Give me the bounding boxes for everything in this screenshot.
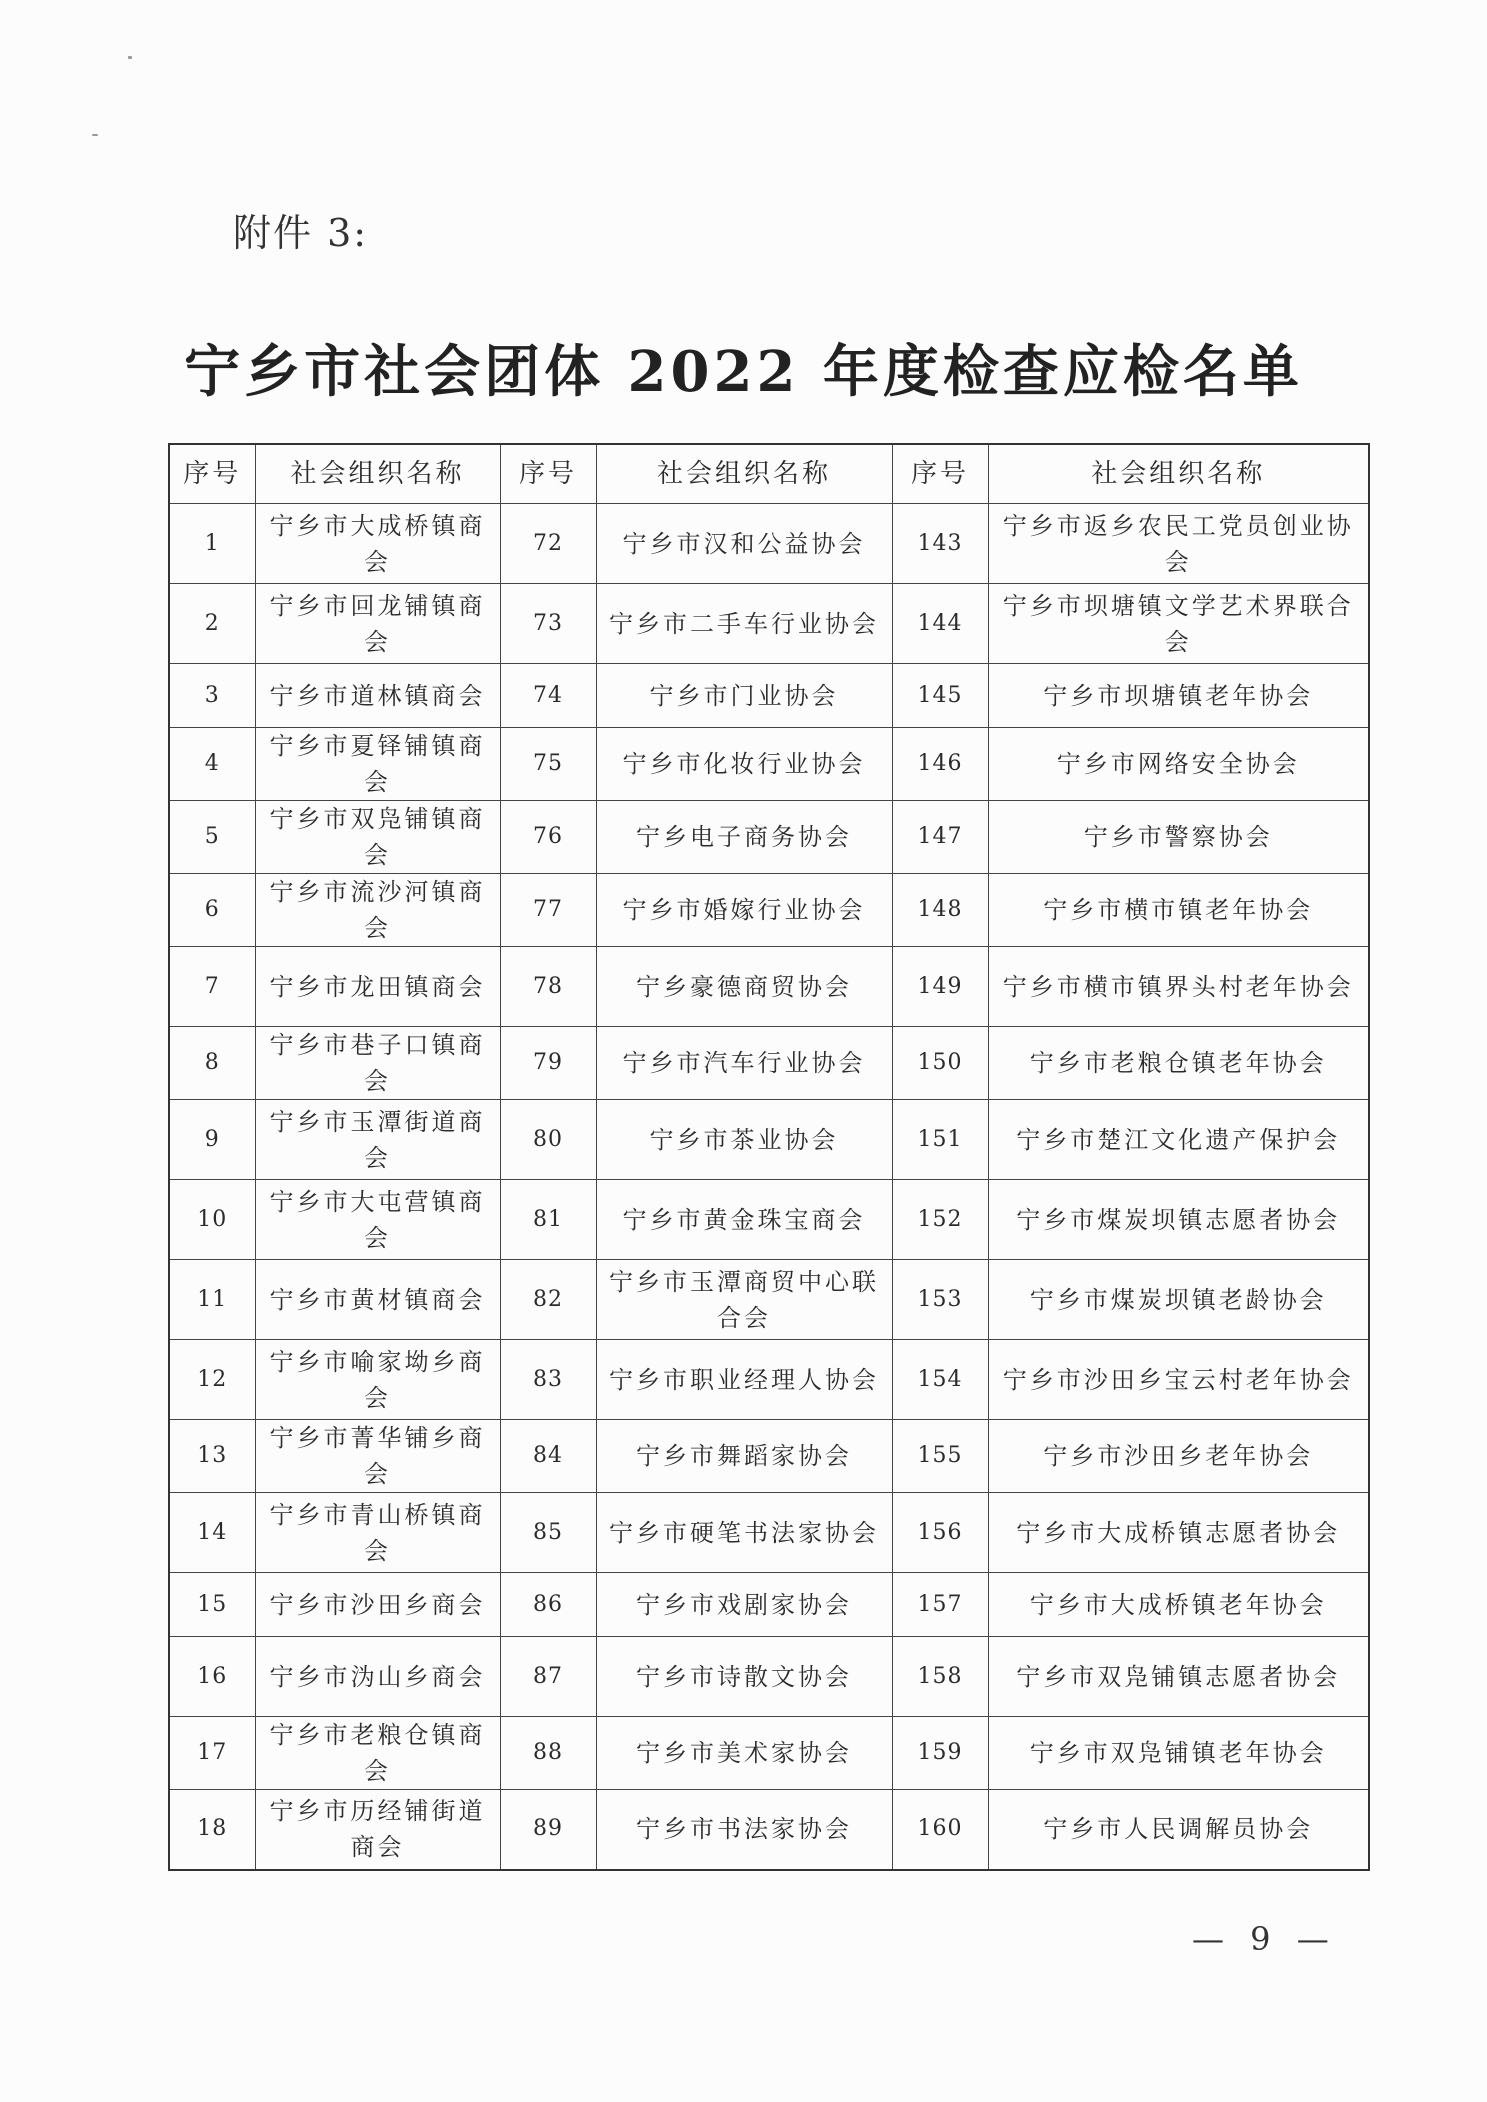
seq-cell: 143	[892, 504, 988, 584]
table-row	[169, 1717, 1369, 1790]
seq-cell: 144	[892, 584, 988, 664]
col-header-name-1: 社会组织名称	[255, 444, 500, 504]
seq-cell: 6	[169, 874, 255, 947]
col-header-name-2: 社会组织名称	[596, 444, 892, 504]
seq-cell: 148	[892, 874, 988, 947]
org-name-cell: 宁乡市书法家协会	[596, 1790, 892, 1870]
seq-cell: 152	[892, 1180, 988, 1260]
seq-cell: 77	[500, 874, 596, 947]
seq-cell: 159	[892, 1717, 988, 1790]
org-name-cell: 宁乡市硬笔书法家协会	[596, 1493, 892, 1573]
org-name-cell: 宁乡市职业经理人协会	[596, 1340, 892, 1420]
org-name-cell: 宁乡市沙田乡老年协会	[988, 1420, 1369, 1493]
org-name-cell: 宁乡市青山桥镇商会	[255, 1493, 500, 1573]
seq-cell: 14	[169, 1493, 255, 1573]
org-name-cell: 宁乡市大成桥镇商会	[255, 504, 500, 584]
seq-cell: 151	[892, 1100, 988, 1180]
seq-cell: 17	[169, 1717, 255, 1790]
org-name-cell: 宁乡市巷子口镇商会	[255, 1027, 500, 1100]
seq-cell: 155	[892, 1420, 988, 1493]
seq-cell: 75	[500, 728, 596, 801]
table-row	[169, 1637, 1369, 1717]
org-name-cell: 宁乡豪德商贸协会	[596, 947, 892, 1027]
seq-cell: 87	[500, 1637, 596, 1717]
org-name-cell: 宁乡市沩山乡商会	[255, 1637, 500, 1717]
org-name-cell: 宁乡市大屯营镇商会	[255, 1180, 500, 1260]
table-row	[169, 504, 1369, 584]
org-name-cell: 宁乡市龙田镇商会	[255, 947, 500, 1027]
scan-speck	[92, 134, 98, 136]
org-name-cell: 宁乡市舞蹈家协会	[596, 1420, 892, 1493]
seq-cell: 146	[892, 728, 988, 801]
org-name-cell: 宁乡市茶业协会	[596, 1100, 892, 1180]
org-name-cell: 宁乡市横市镇老年协会	[988, 874, 1369, 947]
table-row	[169, 584, 1369, 664]
org-name-cell: 宁乡市流沙河镇商会	[255, 874, 500, 947]
org-name-cell: 宁乡市回龙铺镇商会	[255, 584, 500, 664]
scan-speck	[128, 56, 132, 59]
table-row	[169, 1493, 1369, 1573]
org-name-cell: 宁乡电子商务协会	[596, 801, 892, 874]
seq-cell: 8	[169, 1027, 255, 1100]
table-row	[169, 1027, 1369, 1100]
org-name-cell: 宁乡市沙田乡宝云村老年协会	[988, 1340, 1369, 1420]
seq-cell: 82	[500, 1260, 596, 1340]
attachment-label: 附件 3:	[233, 211, 369, 255]
org-name-cell: 宁乡市老粮仓镇老年协会	[988, 1027, 1369, 1100]
org-name-cell: 宁乡市煤炭坝镇老龄协会	[988, 1260, 1369, 1340]
seq-cell: 3	[169, 664, 255, 728]
org-name-cell: 宁乡市戏剧家协会	[596, 1573, 892, 1637]
table-row	[169, 874, 1369, 947]
org-name-cell: 宁乡市二手车行业协会	[596, 584, 892, 664]
seq-cell: 89	[500, 1790, 596, 1870]
org-name-cell: 宁乡市婚嫁行业协会	[596, 874, 892, 947]
seq-cell: 10	[169, 1180, 255, 1260]
seq-cell: 150	[892, 1027, 988, 1100]
org-name-cell: 宁乡市返乡农民工党员创业协会	[988, 504, 1369, 584]
seq-cell: 145	[892, 664, 988, 728]
seq-cell: 83	[500, 1340, 596, 1420]
table-row	[169, 664, 1369, 728]
col-header-name-3: 社会组织名称	[988, 444, 1369, 504]
seq-cell: 11	[169, 1260, 255, 1340]
seq-cell: 160	[892, 1790, 988, 1870]
org-name-cell: 宁乡市警察协会	[988, 801, 1369, 874]
org-name-cell: 宁乡市坝塘镇文学艺术界联合会	[988, 584, 1369, 664]
seq-cell: 15	[169, 1573, 255, 1637]
table-row	[169, 1573, 1369, 1637]
org-name-cell: 宁乡市坝塘镇老年协会	[988, 664, 1369, 728]
table-header-row	[169, 444, 1369, 504]
org-name-cell: 宁乡市楚江文化遗产保护会	[988, 1100, 1369, 1180]
org-name-cell: 宁乡市大成桥镇志愿者协会	[988, 1493, 1369, 1573]
seq-cell: 76	[500, 801, 596, 874]
seq-cell: 85	[500, 1493, 596, 1573]
table-row	[169, 1420, 1369, 1493]
seq-cell: 1	[169, 504, 255, 584]
seq-cell: 72	[500, 504, 596, 584]
table-row	[169, 1790, 1369, 1870]
table-row	[169, 728, 1369, 801]
col-header-seq-2: 序号	[500, 444, 596, 504]
seq-cell: 80	[500, 1100, 596, 1180]
org-name-cell: 宁乡市菁华铺乡商会	[255, 1420, 500, 1493]
seq-cell: 147	[892, 801, 988, 874]
org-name-cell: 宁乡市化妆行业协会	[596, 728, 892, 801]
org-name-cell: 宁乡市黄金珠宝商会	[596, 1180, 892, 1260]
seq-cell: 18	[169, 1790, 255, 1870]
seq-cell: 73	[500, 584, 596, 664]
seq-cell: 157	[892, 1573, 988, 1637]
seq-cell: 16	[169, 1637, 255, 1717]
seq-cell: 158	[892, 1637, 988, 1717]
org-name-cell: 宁乡市双凫铺镇志愿者协会	[988, 1637, 1369, 1717]
org-name-cell: 宁乡市大成桥镇老年协会	[988, 1573, 1369, 1637]
org-name-cell: 宁乡市汉和公益协会	[596, 504, 892, 584]
org-name-cell: 宁乡市双凫铺镇老年协会	[988, 1717, 1369, 1790]
org-name-cell: 宁乡市黄材镇商会	[255, 1260, 500, 1340]
seq-cell: 9	[169, 1100, 255, 1180]
seq-cell: 12	[169, 1340, 255, 1420]
seq-cell: 88	[500, 1717, 596, 1790]
org-name-cell: 宁乡市老粮仓镇商会	[255, 1717, 500, 1790]
org-name-cell: 宁乡市煤炭坝镇志愿者协会	[988, 1180, 1369, 1260]
org-name-cell: 宁乡市玉潭街道商会	[255, 1100, 500, 1180]
table-row	[169, 801, 1369, 874]
seq-cell: 78	[500, 947, 596, 1027]
org-name-cell: 宁乡市诗散文协会	[596, 1637, 892, 1717]
seq-cell: 81	[500, 1180, 596, 1260]
document-title: 宁乡市社会团体 2022 年度检查应检名单	[184, 339, 1303, 405]
page-number: — 9 —	[1192, 1920, 1337, 1958]
org-name-cell: 宁乡市门业协会	[596, 664, 892, 728]
table-row	[169, 1100, 1369, 1180]
org-name-cell: 宁乡市双凫铺镇商会	[255, 801, 500, 874]
seq-cell: 7	[169, 947, 255, 1027]
organization-table	[168, 443, 1370, 1871]
seq-cell: 2	[169, 584, 255, 664]
seq-cell: 5	[169, 801, 255, 874]
org-name-cell: 宁乡市夏铎铺镇商会	[255, 728, 500, 801]
table-row	[169, 1260, 1369, 1340]
org-name-cell: 宁乡市历经铺街道商会	[255, 1790, 500, 1870]
col-header-seq-3: 序号	[892, 444, 988, 504]
org-name-cell: 宁乡市横市镇界头村老年协会	[988, 947, 1369, 1027]
seq-cell: 74	[500, 664, 596, 728]
org-name-cell: 宁乡市汽车行业协会	[596, 1027, 892, 1100]
table-row	[169, 947, 1369, 1027]
org-name-cell: 宁乡市人民调解员协会	[988, 1790, 1369, 1870]
org-name-cell: 宁乡市道林镇商会	[255, 664, 500, 728]
seq-cell: 149	[892, 947, 988, 1027]
seq-cell: 13	[169, 1420, 255, 1493]
seq-cell: 84	[500, 1420, 596, 1493]
seq-cell: 4	[169, 728, 255, 801]
seq-cell: 154	[892, 1340, 988, 1420]
seq-cell: 156	[892, 1493, 988, 1573]
col-header-seq-1: 序号	[169, 444, 255, 504]
org-name-cell: 宁乡市玉潭商贸中心联合会	[596, 1260, 892, 1340]
org-name-cell: 宁乡市喻家坳乡商会	[255, 1340, 500, 1420]
table-row	[169, 1180, 1369, 1260]
table-row	[169, 1340, 1369, 1420]
seq-cell: 153	[892, 1260, 988, 1340]
seq-cell: 86	[500, 1573, 596, 1637]
org-name-cell: 宁乡市网络安全协会	[988, 728, 1369, 801]
org-name-cell: 宁乡市沙田乡商会	[255, 1573, 500, 1637]
seq-cell: 79	[500, 1027, 596, 1100]
org-name-cell: 宁乡市美术家协会	[596, 1717, 892, 1790]
